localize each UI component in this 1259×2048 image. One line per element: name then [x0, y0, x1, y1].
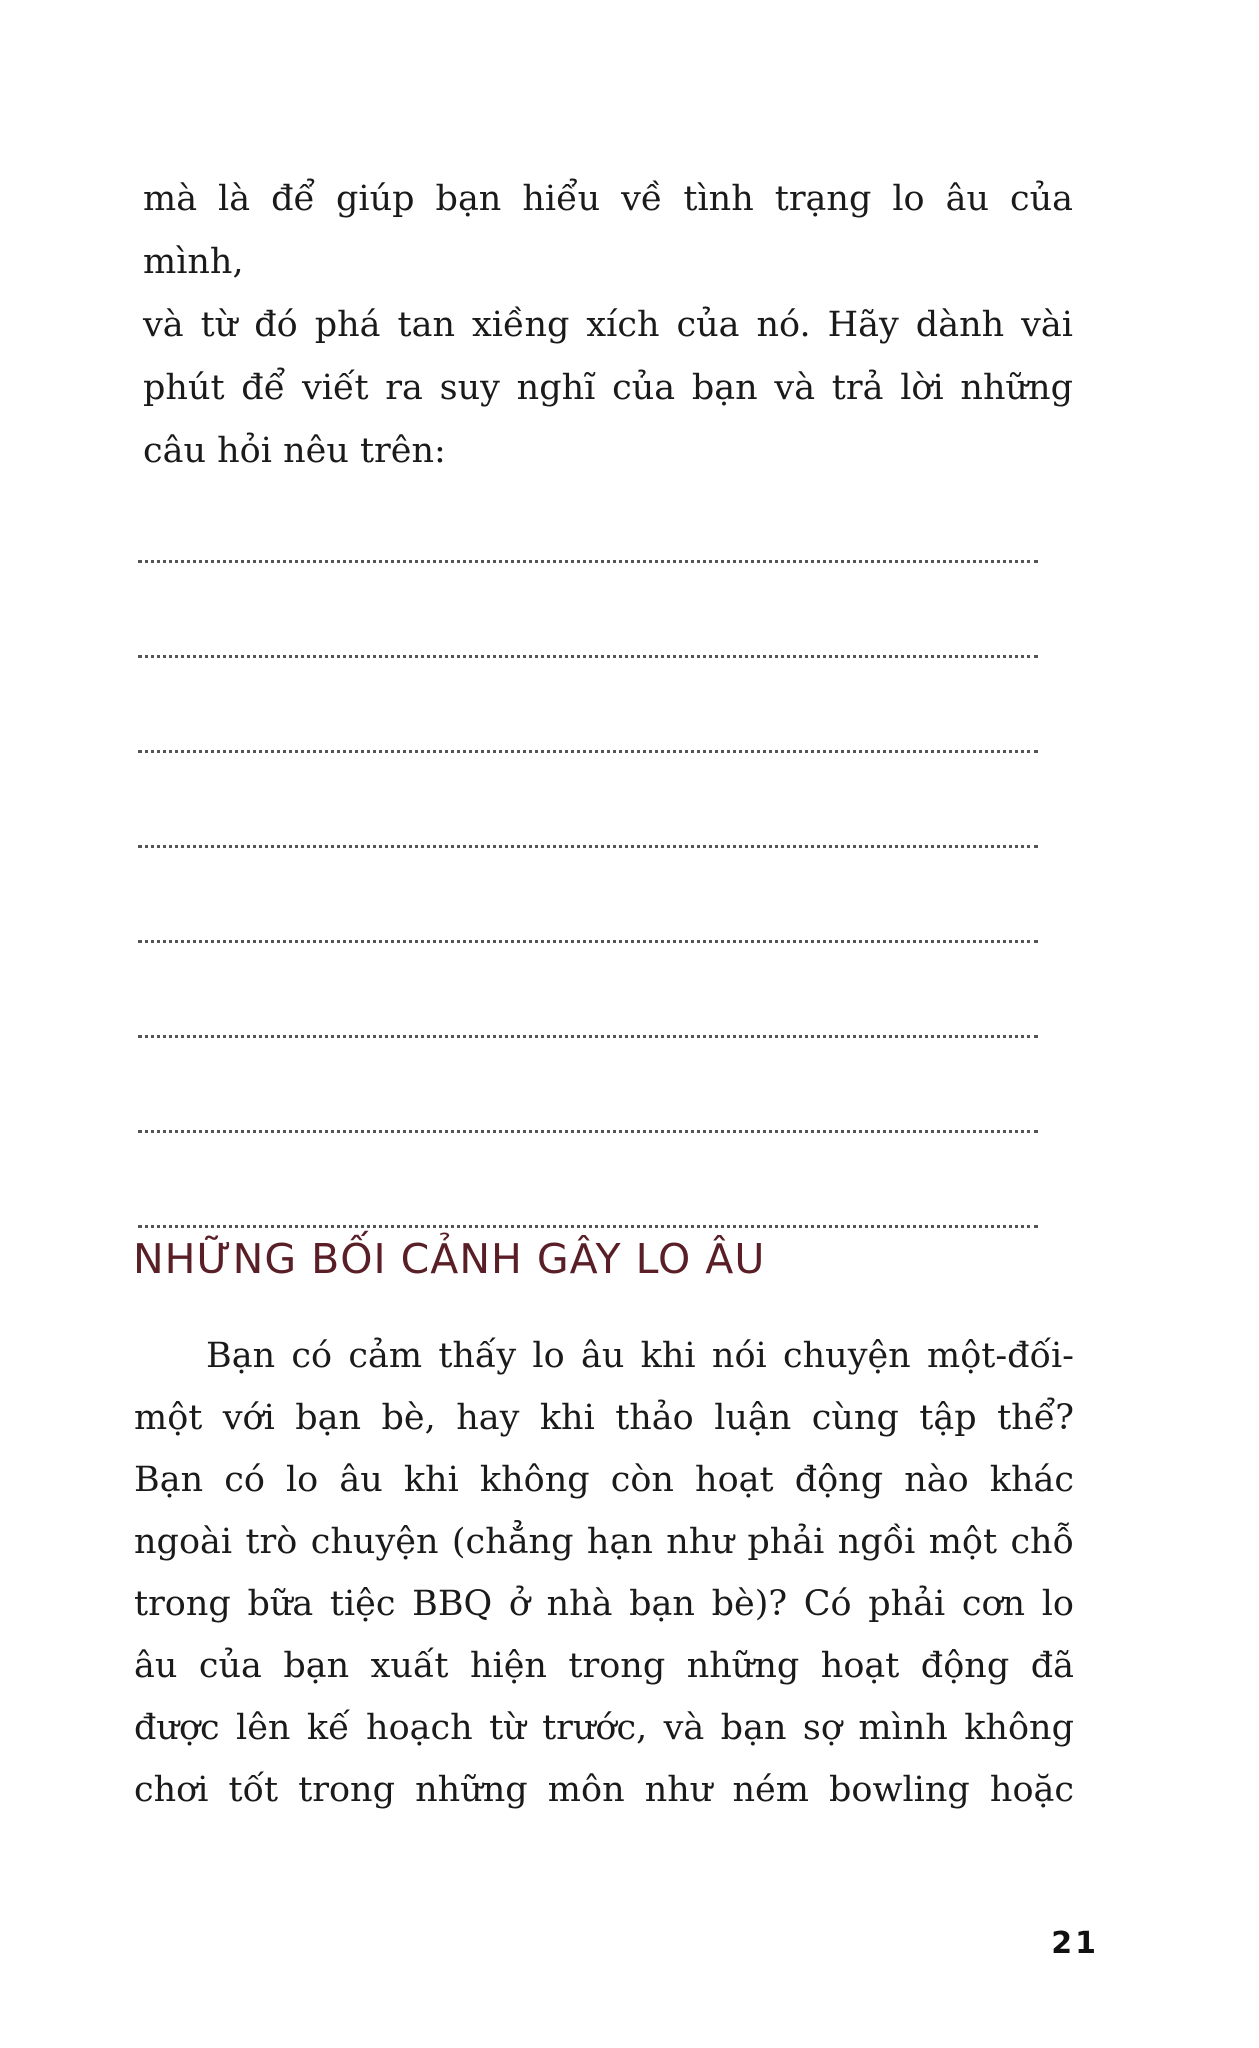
section-heading: NHỮNG BỐI CẢNH GÂY LO ÂU — [133, 1235, 766, 1283]
body-paragraph — [134, 1325, 1074, 1821]
body-line: chơi tốt trong những môn như ném bowling hoặc — [134, 1770, 1074, 1810]
body-line: trong bữa tiệc BBQ ở nhà bạn bè)? Có phải cơn lo — [134, 1584, 1074, 1624]
answer-line — [138, 658, 1038, 753]
answer-line — [138, 848, 1038, 943]
answer-line — [138, 563, 1038, 658]
intro-line: phút để viết ra suy nghĩ của bạn và trả lời những — [143, 368, 1073, 408]
answer-line — [138, 753, 1038, 848]
body-line: Bạn có lo âu khi không còn hoạt động nào khác — [134, 1460, 1074, 1500]
intro-line: câu hỏi nêu trên: — [143, 431, 446, 471]
answer-line — [138, 1133, 1038, 1228]
body-line: âu của bạn xuất hiện trong những hoạt động đã — [134, 1646, 1074, 1686]
page-number: 21 — [1051, 1926, 1099, 1961]
answer-line — [138, 943, 1038, 1038]
body-line: một với bạn bè, hay khi thảo luận cùng tập thể? — [134, 1398, 1074, 1438]
body-line: ngoài trò chuyện (chẳng hạn như phải ngồi một chỗ — [134, 1522, 1074, 1562]
intro-line: mà là để giúp bạn hiểu về tình trạng lo âu của mình, — [143, 179, 1073, 282]
body-line: được lên kế hoạch từ trước, và bạn sợ mình không — [134, 1708, 1074, 1748]
answer-line — [138, 1038, 1038, 1133]
answer-lines — [138, 468, 1038, 1228]
intro-paragraph — [143, 168, 1073, 483]
intro-line: và từ đó phá tan xiềng xích của nó. Hãy dành vài — [143, 305, 1073, 345]
answer-line — [138, 468, 1038, 563]
body-line: Bạn có cảm thấy lo âu khi nói chuyện một-đối- — [206, 1336, 1074, 1376]
